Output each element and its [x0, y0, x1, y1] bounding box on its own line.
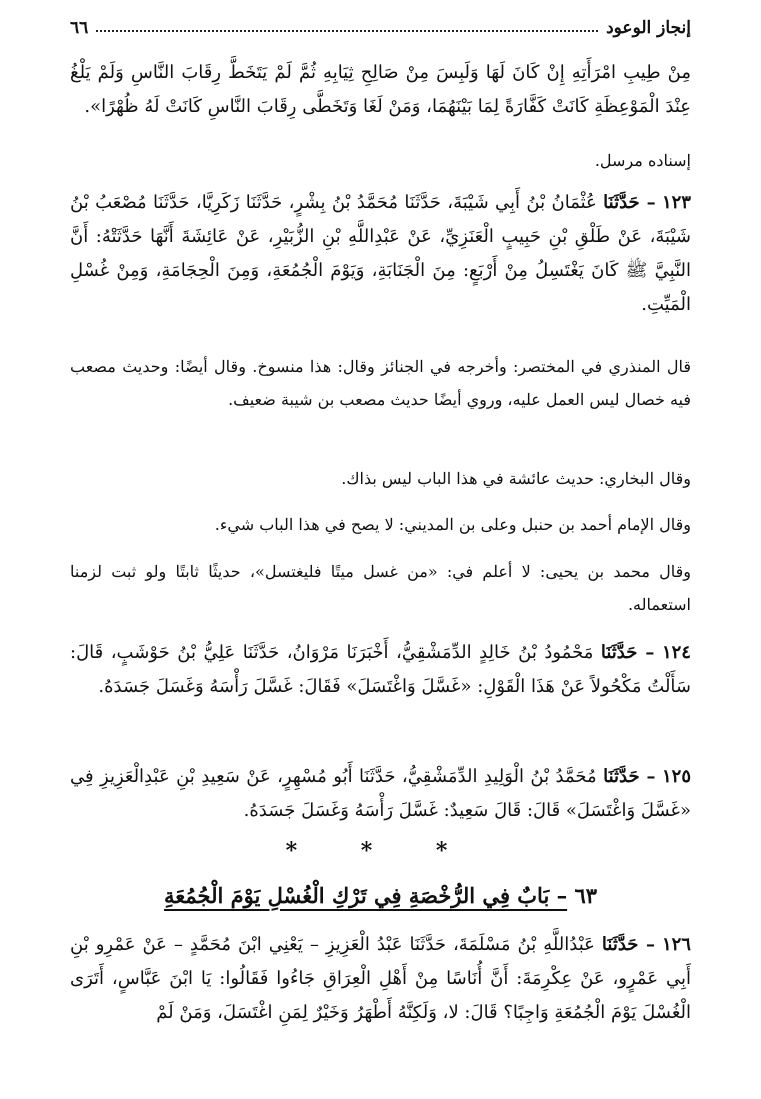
hadith-number: ١٢٥ [661, 766, 691, 787]
hadith-123 [70, 186, 691, 322]
hadith-lead: – حَدَّثَنَا [603, 192, 656, 213]
chapter-number: ٦٣ [574, 883, 597, 908]
hadith-number: ١٢٤ [661, 642, 691, 663]
book-title: إنجاز الوعود [606, 18, 691, 38]
chapter-title: – بَابٌ فِي الرُّخْصَةِ فِي تَرْكِ الْغُسْلِ يَوْمَ الْجُمُعَةِ [164, 883, 568, 908]
continued-text: مِنْ طِيبِ امْرَأَتِهِ إِنْ كَانَ لَهَا وَلَبِسَ مِنْ صَالِحِ ثِيَابِهِ ثُمَّ لَمْ يَتَخَطَّ رِقَابَ النَّاسِ وَلَمْ يَلْغُ عِنْدَ الْمَوْعِظَةِ كَانَتْ كَفَّارَةً لِمَا بَيْنَهُمَا، وَمَنْ لَغَا وَتَخَطَّى رِقَابَ النَّاسِ كَانَتْ لَهُ ظُهْرًا». [70, 62, 691, 117]
hadith-text: عَبْدُاللَّهِ بْنُ مَسْلَمَةَ، حَدَّثَنَا عَبْدُ الْعَزِيزِ – يَعْنِي ابْنَ مُحَمَّدٍ – عَنْ عَمْرِو بْنِ أَبِي عَمْرٍو، عَنْ عِكْرِمَةَ: أَنَّ أُنَاسًا مِنْ أَهْلِ الْعِرَاقِ جَاءُوا فَقَالُوا: يَا ابْنَ عَبَّاسٍ، أَتَرَى الْغُسْلَ يَوْمَ الْجُمُعَةِ وَاجِبًا؟ قَالَ: لا، وَلَكِنَّهُ أَطْهَرُ وَخَيْرٌ لِمَنِ اغْتَسَلَ، وَمَنْ لَمْ [70, 934, 691, 1023]
section-separator: * * * [285, 838, 476, 864]
continued-hadith-text [70, 56, 691, 124]
header-dotted-leader [96, 30, 598, 32]
hadith-text: مَحْمُودُ بْنُ خَالِدٍ الدِّمَشْقِيُّ، أَخْبَرَنَا مَرْوَانُ، حَدَّثَنَا عَلِيُّ بْنُ حَوْشَبٍ، قَالَ: سَأَلْتُ مَكْحُولاً عَنْ هَذَا الْقَوْلِ: «غَسَّلَ وَاغْتَسَلَ» فَقَالَ: غَسَّلَ رَأْسَهُ وَغَسَلَ جَسَدَهُ. [70, 642, 691, 697]
page-number: ٦٦ [70, 18, 89, 38]
hadith-125 [70, 760, 691, 828]
commentary-text: وقال البخاري: حديث عائشة في هذا الباب ليس بذاك. [341, 469, 691, 488]
hadith-lead: – حَدَّثَنَا [603, 766, 656, 787]
hadith-lead: – حَدَّثَنَا [601, 934, 655, 955]
hadith-124 [70, 636, 691, 704]
isnad-note [70, 144, 691, 177]
hadith-number: ١٢٦ [661, 934, 691, 955]
hadith-lead: – حَدَّثَنَا [600, 642, 655, 663]
commentary-text: وقال محمد بن يحيى: لا أعلم في: «من غسل ميتًا فليغتسل»، حديثًا ثابتًا ولو ثبت لزمنا استعماله. [70, 562, 691, 614]
commentary-mundhiri [70, 350, 691, 416]
hadith-text: عُثْمَانُ بْنُ أَبِي شَيْبَةَ، حَدَّثَنَا مُحَمَّدُ بْنُ بِشْرٍ، حَدَّثَنَا زَكَرِيَّا، حَدَّثَنَا مُصْعَبُ بْنُ شَيْبَةَ، عَنْ طَلْقِ بْنِ حَبِيبٍ الْعَنَزِيِّ، عَنْ عَبْدِاللَّهِ بْنِ الزُّبَيْرِ، عَنْ عَائِشَةَ أَنَّهَا حَدَّثَتْهُ: أَنَّ النَّبِيَّ ﷺ كَانَ يَغْتَسِلُ مِنْ أَرْبَعٍ: مِنَ الْجَنَابَةِ، وَيَوْمَ الْجُمُعَةِ، وَمِنَ الْحِجَامَةِ، وَمِنْ غُسْلِ الْمَيِّتِ. [70, 192, 691, 315]
isnad-note-text: إسناده مرسل. [594, 151, 691, 170]
commentary-ahmad [70, 508, 691, 541]
running-header [70, 12, 691, 38]
commentary-bukhari [70, 462, 691, 495]
hadith-number: ١٢٣ [661, 192, 691, 213]
hadith-text: مُحَمَّدُ بْنُ الْوَلِيدِ الدِّمَشْقِيُّ، حَدَّثَنَا أَبُو مُسْهِرٍ، عَنْ سَعِيدِ بْنِ عَبْدِالْعَزِيزِ فِي «غَسَّلَ وَاغْتَسَلَ» قَالَ: قَالَ سَعِيدٌ: غَسَّلَ رَأْسَهُ وَغَسَلَ جَسَدَهُ. [70, 766, 691, 821]
hadith-126 [70, 928, 691, 1030]
commentary-text: قال المنذري في المختصر: وأخرجه في الجنائز وقال: هذا منسوخ. وقال أيضًا: وحديث مصعب فيه خصال ليس العمل عليه، وروي أيضًا حديث مصعب بن شيبة ضعيف. [70, 357, 691, 409]
commentary-muhammad-yahya [70, 555, 691, 621]
chapter-heading [70, 876, 691, 916]
commentary-text: وقال الإمام أحمد بن حنبل وعلى بن المديني: لا يصح في هذا الباب شيء. [214, 515, 691, 534]
